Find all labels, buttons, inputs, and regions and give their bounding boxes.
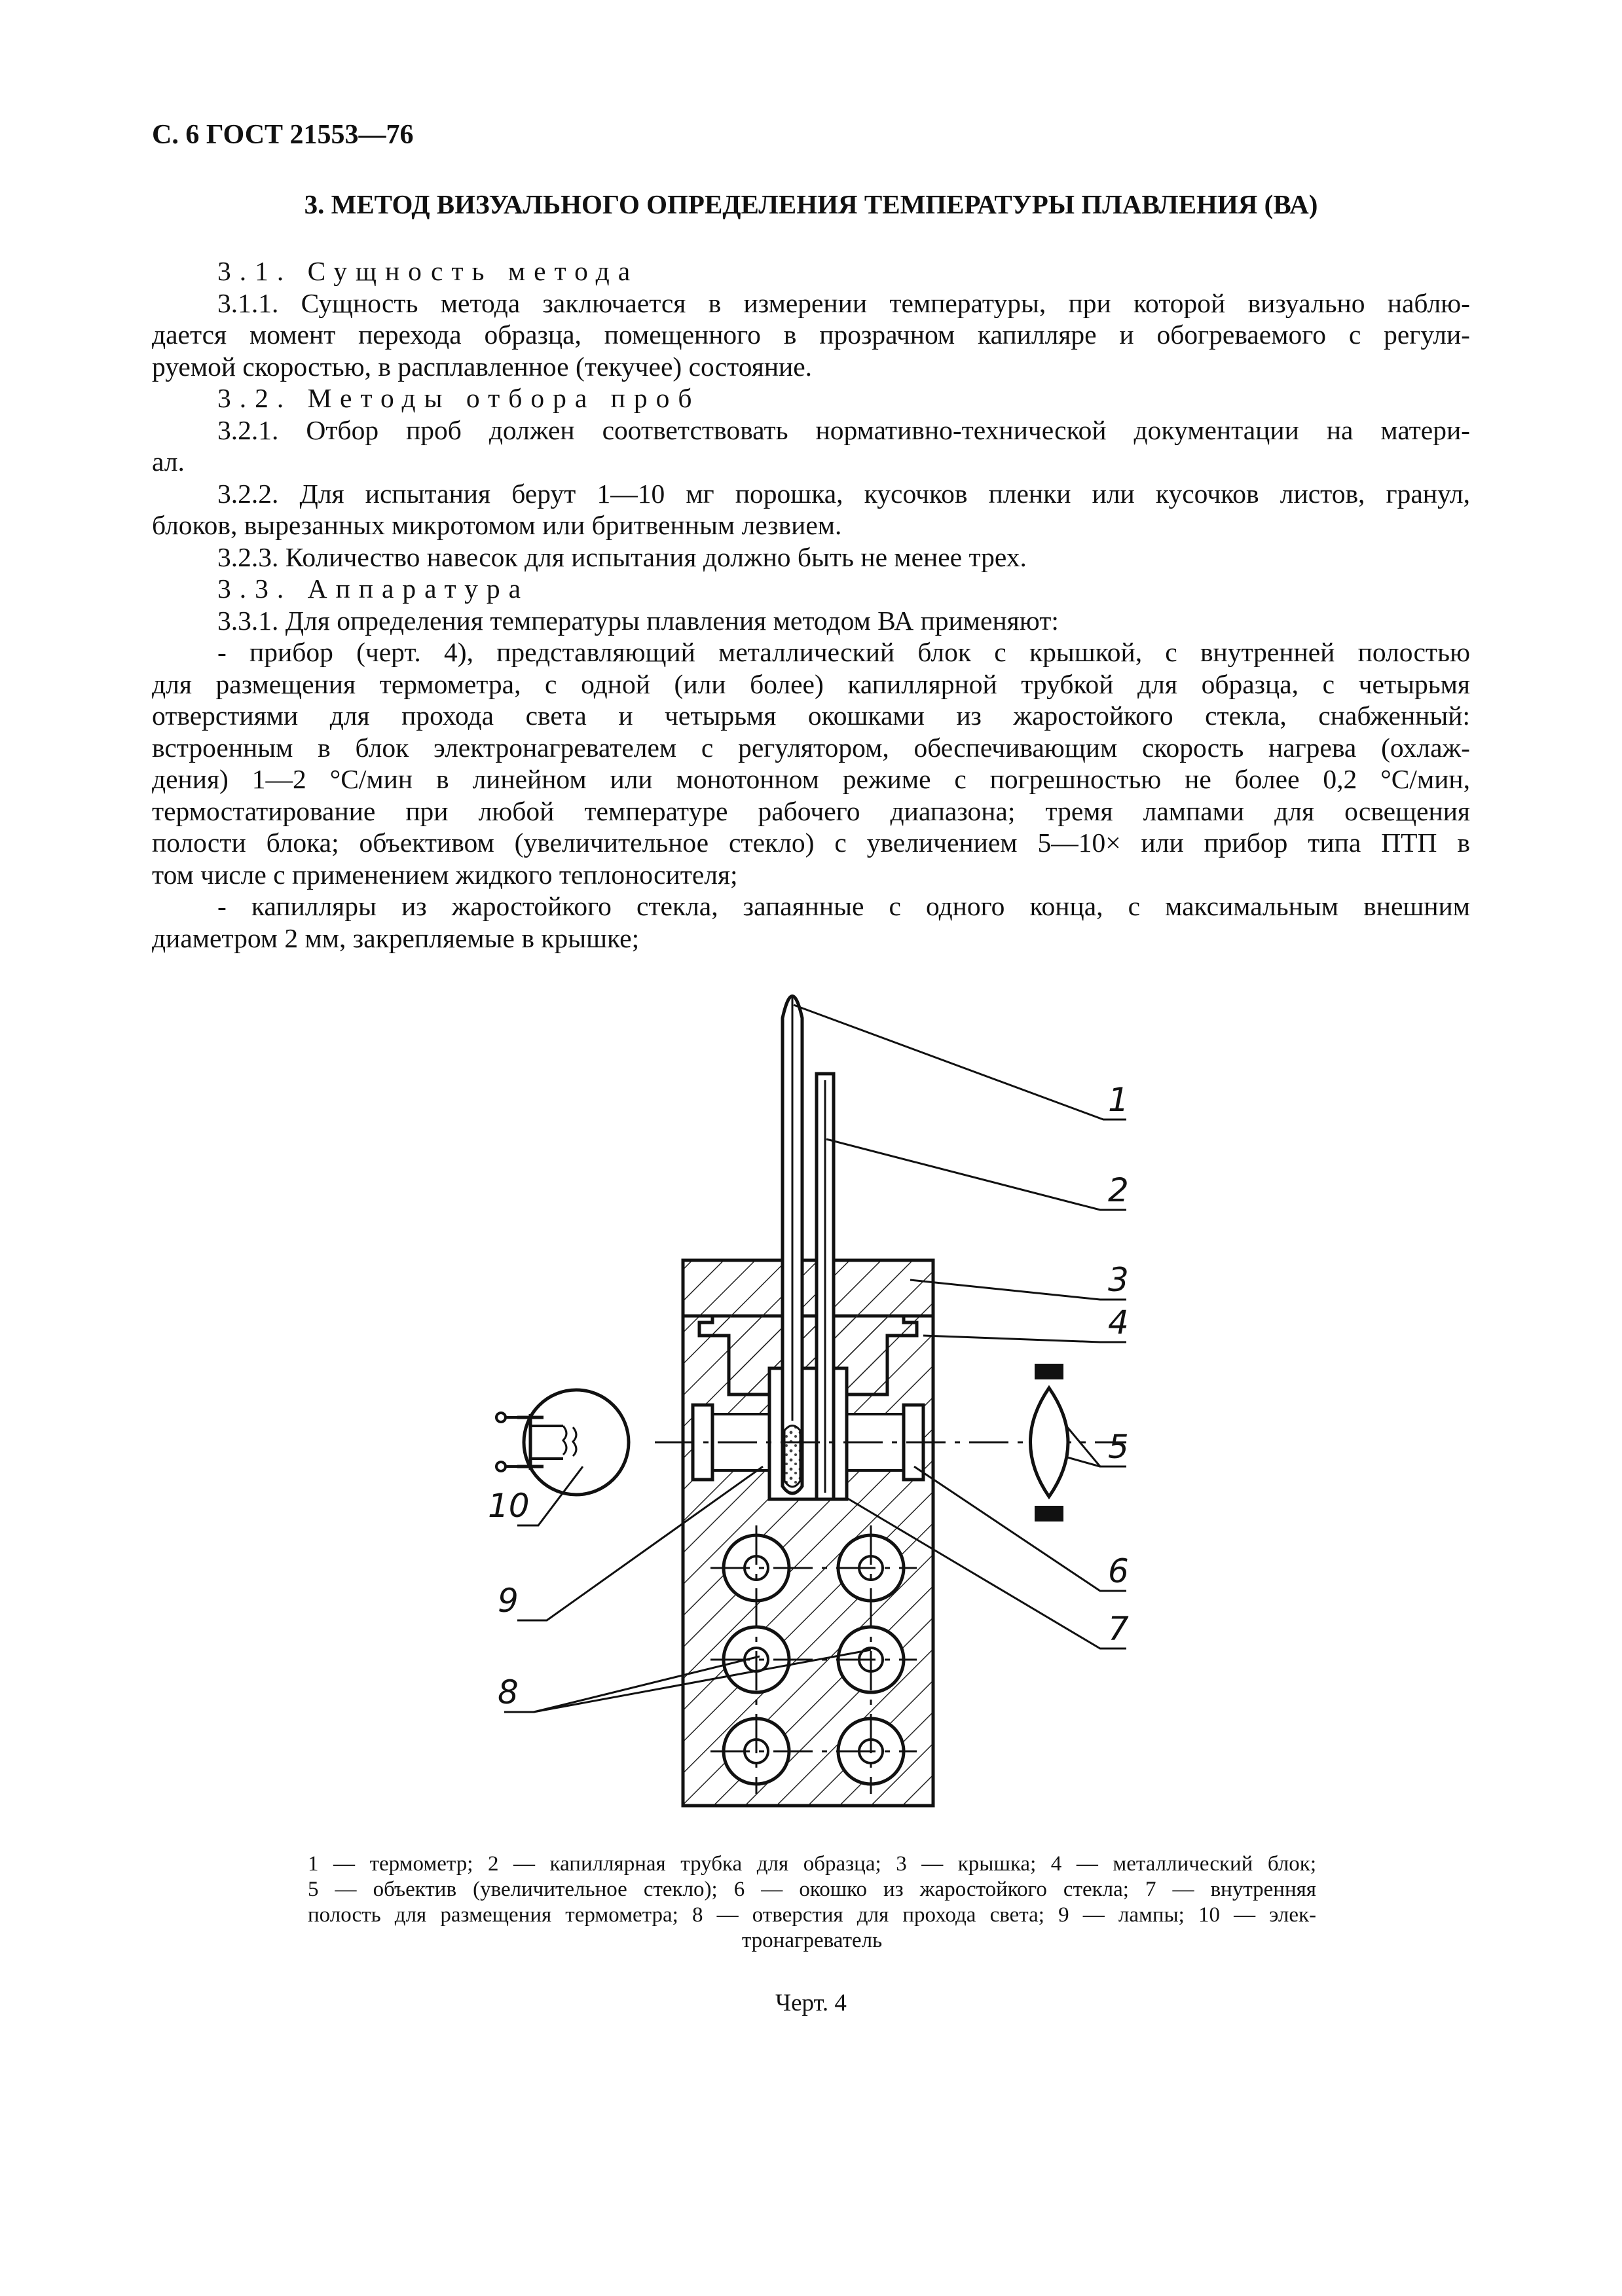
caption-line: 1 — термометр; 2 — капиллярная трубка для образца; 3 — крышка; 4 — металлический блок;	[308, 1852, 1316, 1876]
paragraph-line: отверстиями для прохода света и четырьмя окошками из жаростойкого стекла, снабженный:	[152, 701, 1470, 731]
apparatus-diagram	[0, 962, 1622, 1846]
lens-icon	[1031, 1364, 1069, 1522]
paragraph-line: встроенным в блок электронагревателем с регулятором, обеспечивающим скорость нагрева (охлаж-	[152, 732, 1470, 763]
paragraph-line: том числе с применением жидкого теплоносителя;	[152, 859, 738, 890]
figure-caption	[308, 1851, 1316, 1954]
subsection-heading: 3.2. Методы отбора проб	[217, 383, 701, 413]
label-4: 4	[1108, 1303, 1129, 1341]
paragraph-line: 3.2.1. Отбор проб должен соответствовать нормативно-технической документации на матери-	[217, 414, 1470, 445]
paragraph-line: блоков, вырезанных микротомом или бритвенным лезвием.	[152, 510, 842, 540]
paragraph-line: диаметром 2 мм, закрепляемые в крышке;	[152, 922, 640, 953]
paragraph-line: термостатирование при любой температуре рабочего диапазона; тремя лампами для освещения	[152, 795, 1470, 826]
subsection-heading: 3.3. Аппаратура	[217, 574, 530, 604]
body-text	[152, 255, 1470, 954]
label-1: 1	[1108, 1081, 1129, 1119]
subsection-heading: 3.1. Сущность метода	[217, 256, 639, 286]
paragraph-line: ал.	[152, 446, 185, 477]
window-left	[693, 1405, 712, 1480]
label-7: 7	[1108, 1610, 1129, 1648]
thermometer	[783, 995, 802, 1493]
section-title: 3. МЕТОД ВИЗУАЛЬНОГО ОПРЕДЕЛЕНИЯ ТЕМПЕРАТУРЫ ПЛАВЛЕНИЯ (ВА)	[304, 189, 1318, 219]
paragraph-line: - капилляры из жаростойкого стекла, запаянные с одного конца, с максимальным внешним	[217, 891, 1470, 921]
label-8: 8	[498, 1673, 519, 1711]
caption-line: 5 — объектив (увеличительное стекло); 6 — окошко из жаростойкого стекла; 7 — внутренняя	[308, 1878, 1316, 1901]
capillary-tube	[817, 1074, 834, 1499]
label-9: 9	[498, 1582, 519, 1620]
paragraph-line: - прибор (черт. 4), представляющий металлический блок с крышкой, с внутренней полостью	[217, 637, 1470, 667]
label-6: 6	[1108, 1552, 1129, 1590]
apparatus-drawing	[0, 962, 1622, 1846]
label-5: 5	[1108, 1428, 1129, 1466]
label-2: 2	[1108, 1171, 1129, 1209]
paragraph-line: полости блока; объективом (увеличительное стекло) с увеличением 5—10× или прибор типа ПТП в	[152, 828, 1470, 858]
paragraph-line: 3.1.1. Сущность метода заключается в измерении температуры, при которой визуально наблю-	[217, 287, 1470, 318]
label-10: 10	[488, 1487, 530, 1525]
caption-line: полость для размещения термометра; 8 — отверстия для прохода света; 9 — лампы; 10 — элек-	[308, 1903, 1316, 1927]
paragraph-line: 3.2.3. Количество навесок для испытания должно быть не менее трех.	[217, 541, 1027, 572]
paragraph-line: для размещения термометра, с одной (или более) капиллярной трубкой для образца, с четырьмя	[152, 668, 1470, 699]
caption-line: тронагреватель	[741, 1929, 883, 1952]
paragraph-line: дается момент перехода образца, помещенного в прозрачном капилляре и обогреваемого с регули-	[152, 319, 1470, 350]
drawing-title: Черт. 4	[775, 1990, 847, 2016]
paragraph-line: руемой скоростью, в расплавленное (текучее) состояние.	[152, 351, 813, 382]
paragraph-line: 3.2.2. Для испытания берут 1—10 мг порошка, кусочков пленки или кусочков листов, гранул,	[217, 478, 1470, 509]
page-header: С. 6 ГОСТ 21553—76	[152, 120, 414, 150]
paragraph-line: 3.3.1. Для определения температуры плавления методом ВА применяют:	[217, 605, 1059, 636]
paragraph-line: дения) 1—2 °С/мин в линейном или монотонном режиме с погрешностью не более 0,2 °С/мин,	[152, 764, 1470, 794]
label-3: 3	[1108, 1261, 1129, 1299]
lamp-icon	[496, 1390, 629, 1495]
